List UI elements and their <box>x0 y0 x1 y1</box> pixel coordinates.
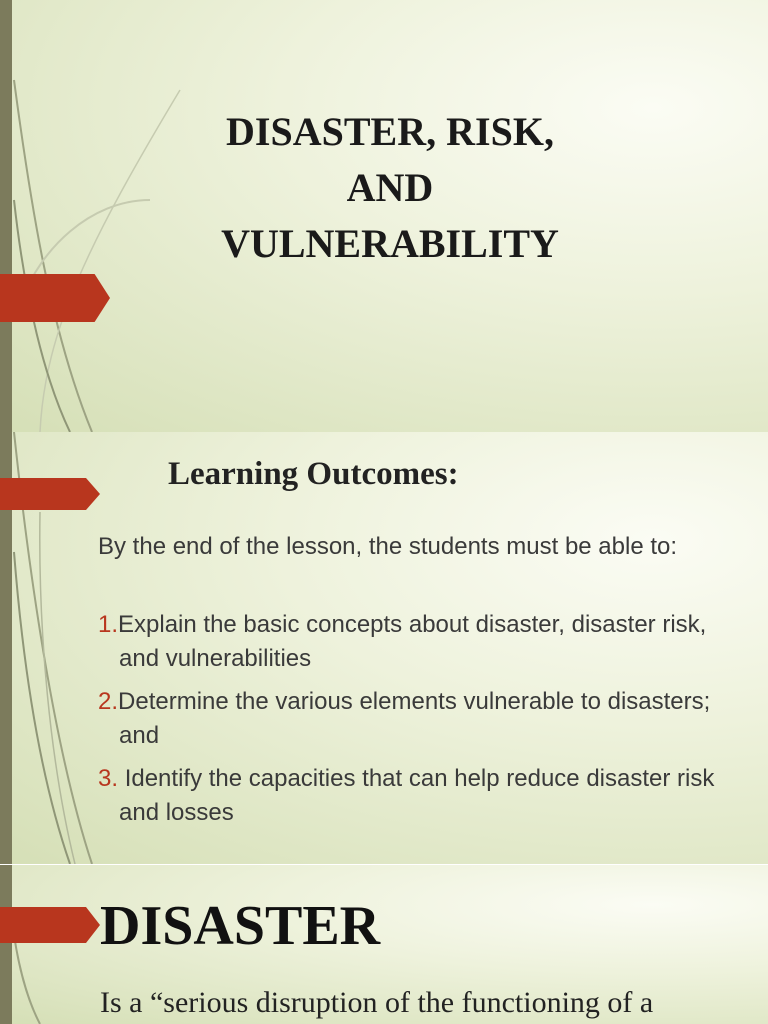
outcomes-heading: Learning Outcomes: <box>168 456 459 492</box>
slide-tab-marker <box>0 478 100 510</box>
slide-title <box>0 0 768 432</box>
title-line-2: AND <box>346 165 434 210</box>
outcome-item-3 <box>98 762 749 830</box>
outcome-number: 2. <box>98 688 119 715</box>
disaster-heading: DISASTER <box>100 895 381 957</box>
outcome-number: 1. <box>98 611 119 638</box>
title-line-3: VULNERABILITY <box>221 221 559 266</box>
slide-title-heading <box>150 104 630 272</box>
outcome-number: 3. <box>98 765 125 792</box>
slide-tab-marker <box>0 274 110 322</box>
slide-tab-marker <box>0 907 100 943</box>
outcome-item-1 <box>98 608 749 676</box>
outcomes-intro: By the end of the lesson, the students must be able to: <box>98 533 678 560</box>
outcome-item-2 <box>98 685 749 753</box>
disaster-definition: Is a “serious disruption of the functioning of a <box>100 986 654 1019</box>
title-line-1: DISASTER, RISK, <box>226 109 554 154</box>
outcome-text: Explain the basic concepts about disaster, disaster risk, and vulnerabilities <box>118 611 707 672</box>
outcome-text: Determine the various elements vulnerable to disasters; and <box>118 688 711 749</box>
outcome-text: Identify the capacities that can help reduce disaster risk and losses <box>119 765 715 826</box>
